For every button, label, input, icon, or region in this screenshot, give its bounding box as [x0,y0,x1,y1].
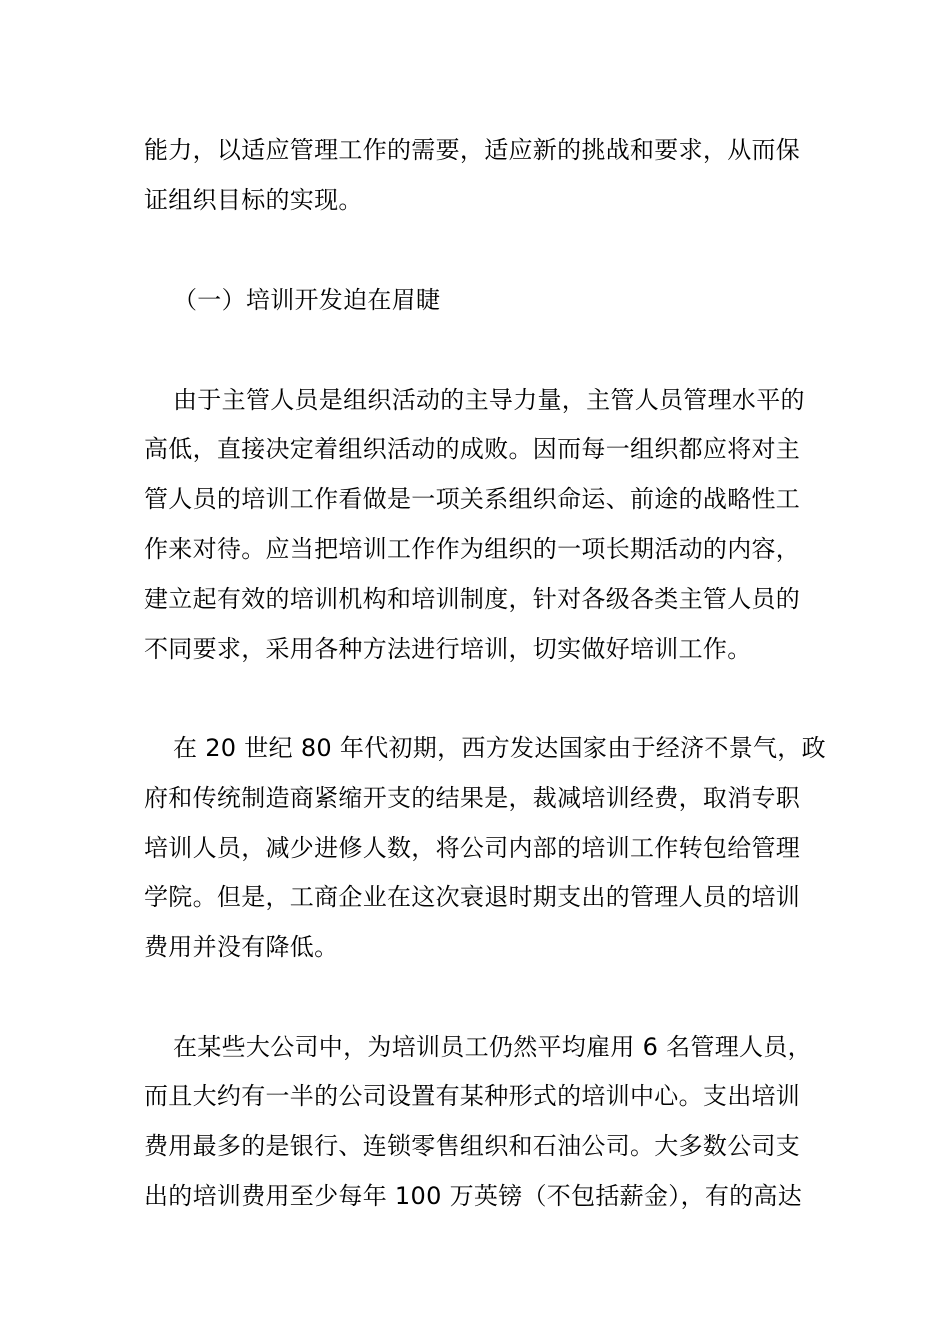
text-line: 出的培训费用至少每年 100 万英镑（不包括薪金），有的高达 [144,1182,803,1210]
text-line: 高低，直接决定着组织活动的成败。因而每一组织都应将对主 [144,435,801,463]
text-line: 不同要求，采用各种方法进行培训，切实做好培训工作。 [144,635,752,663]
text-line: 培训人员，减少进修人数，将公司内部的培训工作转包给管理 [144,834,801,862]
text-line: 作来对待。应当把培训工作作为组织的一项长期活动的内容， [144,535,801,563]
text-line: 证组织目标的实现。 [144,186,363,214]
text-line: 在某些大公司中，为培训员工仍然平均雇用 6 名管理人员， [173,1033,812,1061]
text-line: 建立起有效的培训机构和培训制度，针对各级各类主管人员的 [144,585,801,613]
section-heading: （一）培训开发迫在眉睫 [173,286,441,314]
text-line: 费用最多的是银行、连锁零售组织和石油公司。大多数公司支 [144,1132,801,1160]
text-line: 而且大约有一半的公司设置有某种形式的培训中心。支出培训 [144,1082,801,1110]
text-line: 由于主管人员是组织活动的主导力量，主管人员管理水平的 [173,386,805,414]
text-line: 学院。但是，工商企业在这次衰退时期支出的管理人员的培训 [144,883,801,911]
text-line: 费用并没有降低。 [144,933,339,961]
text-line: 管人员的培训工作看做是一项关系组织命运、前途的战略性工 [144,485,801,513]
text-line: 在 20 世纪 80 年代初期，西方发达国家由于经济不景气，政 [173,734,826,762]
text-line: 府和传统制造商紧缩开支的结果是，裁减培训经费，取消专职 [144,784,801,812]
text-line: 能力，以适应管理工作的需要，适应新的挑战和要求，从而保 [144,136,801,164]
